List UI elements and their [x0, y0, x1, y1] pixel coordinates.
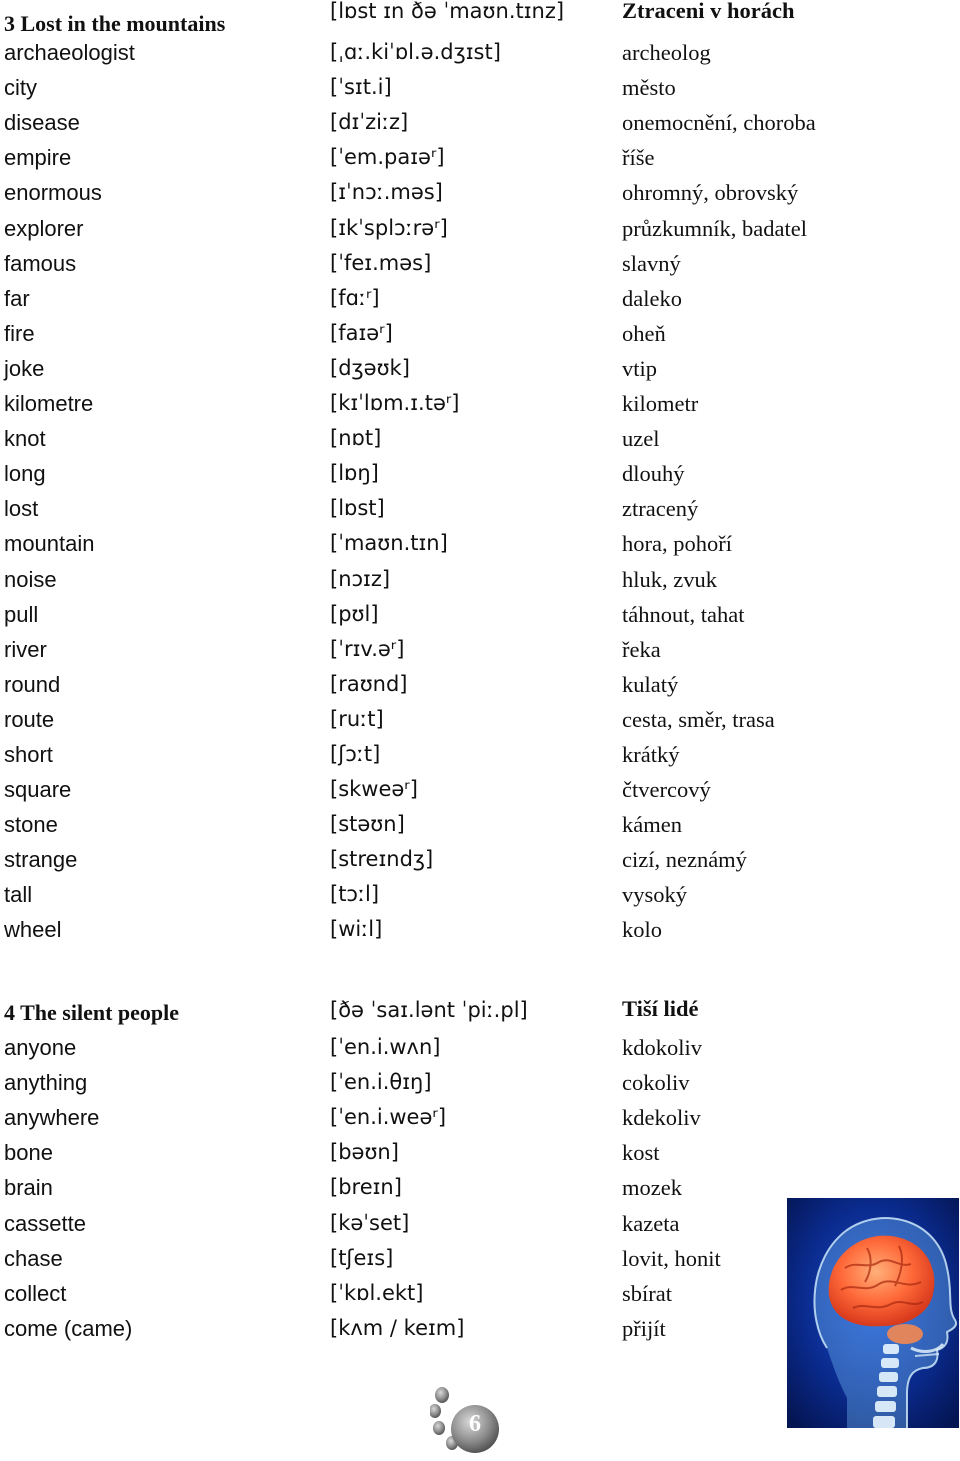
vocab-english: enormous	[4, 180, 102, 206]
vocab-english: lost	[4, 496, 39, 522]
vocab-english: pull	[4, 601, 39, 627]
section-title-czech: Ztraceni v horách	[622, 0, 795, 23]
vocab-row	[0, 281, 960, 316]
section-title-czech: Tiší lidé	[622, 996, 699, 1021]
vocab-pronunciation: [dʒəʊk]	[330, 355, 410, 380]
vocab-row	[0, 175, 960, 210]
vocab-czech: kulatý	[622, 671, 679, 697]
vocab-pronunciation: [ˈrɪv.əʳ]	[330, 636, 405, 661]
vocab-english: river	[4, 636, 47, 662]
vocab-czech: cokoliv	[622, 1070, 690, 1096]
vocab-czech: vysoký	[622, 882, 688, 908]
vocab-czech: ztracený	[622, 496, 699, 522]
vocab-row	[0, 842, 960, 877]
vocab-czech: přijít	[622, 1315, 666, 1341]
vocab-czech: hluk, zvuk	[622, 566, 717, 592]
vocab-english: city	[4, 75, 37, 101]
vocab-english: route	[4, 706, 55, 732]
vocab-pronunciation: [ɪˈnɔː.məs]	[330, 180, 443, 205]
vocab-english: stone	[4, 812, 58, 838]
page-number: 6	[469, 1411, 481, 1437]
vocab-pronunciation: [tɔːl]	[330, 882, 380, 907]
vocab-pronunciation: [nɒt]	[330, 426, 382, 451]
vocab-czech: daleko	[622, 285, 682, 311]
vocab-row	[0, 807, 960, 842]
vocab-english: wheel	[4, 917, 62, 943]
vocab-pronunciation: [bəʊn]	[330, 1140, 399, 1165]
vocab-czech: kilometr	[622, 391, 699, 417]
vocab-pronunciation: [ʃɔːt]	[330, 741, 381, 766]
vocab-czech: uzel	[622, 426, 660, 452]
vocab-pronunciation: [nɔɪz]	[330, 566, 391, 591]
vocabulary-list	[0, 35, 960, 947]
vocab-english: chase	[4, 1245, 63, 1271]
vocab-english: brain	[4, 1175, 53, 1201]
vocab-pronunciation: [ˈsɪt.i]	[330, 75, 392, 100]
vocab-row	[0, 316, 960, 351]
vocab-pronunciation: [ˌɑː.kiˈɒl.ə.dʒɪst]	[330, 40, 501, 65]
vocab-english: strange	[4, 847, 78, 873]
vocab-pronunciation: [ˈmaʊn.tɪn]	[330, 531, 448, 556]
vocab-english: fire	[4, 320, 35, 346]
vocab-pronunciation: [dɪˈziːz]	[330, 110, 409, 135]
vocab-pronunciation: [streɪndʒ]	[330, 847, 434, 872]
vocab-czech: cesta, směr, trasa	[622, 706, 775, 732]
vocab-english: kilometre	[4, 391, 94, 417]
vocab-row	[0, 667, 960, 702]
vocab-english: mountain	[4, 531, 95, 557]
vocab-pronunciation: [kɪˈlɒm.ɪ.təʳ]	[330, 391, 460, 416]
vocab-czech: krátký	[622, 741, 680, 767]
vocab-pronunciation: [ˈem.paɪəʳ]	[330, 145, 445, 170]
vocab-czech: mozek	[622, 1175, 682, 1201]
vocab-english: archaeologist	[4, 40, 135, 66]
vocab-english: collect	[4, 1280, 67, 1306]
vocab-czech: oheň	[622, 320, 666, 346]
vocab-pronunciation: [faɪəʳ]	[330, 320, 393, 345]
vocab-english: joke	[4, 355, 45, 381]
vocab-czech: ohromný, obrovský	[622, 180, 799, 206]
section-title: 3 Lost in the mountains	[4, 11, 226, 36]
vocab-row	[0, 737, 960, 772]
section-title-ipa: [lɒst ɪn ðə ˈmaʊn.tɪnz]	[330, 0, 565, 23]
vocab-czech: sbírat	[622, 1280, 672, 1306]
vocab-row	[0, 140, 960, 175]
vocab-pronunciation: [raʊnd]	[330, 671, 408, 696]
vocab-row	[0, 246, 960, 281]
vocab-czech: kolo	[622, 917, 663, 943]
vocab-english: tall	[4, 882, 33, 908]
vocab-pronunciation: [lɒst]	[330, 496, 385, 521]
vocab-english: famous	[4, 250, 77, 276]
vocab-english: square	[4, 777, 72, 803]
vocab-english: anything	[4, 1070, 88, 1096]
vocab-pronunciation: [skweəʳ]	[330, 777, 418, 802]
section-title: 4 The silent people	[4, 1000, 180, 1025]
vocab-czech: kazeta	[622, 1210, 680, 1236]
vocab-pronunciation: [tʃeɪs]	[330, 1245, 394, 1270]
section-title-ipa: [ðə ˈsaɪ.lənt ˈpiː.pl]	[330, 998, 528, 1022]
vocab-english: cassette	[4, 1210, 86, 1236]
vocab-czech: hora, pohoří	[622, 531, 732, 557]
vocab-row	[0, 351, 960, 386]
vocab-pronunciation: [ˈkɒl.ekt]	[330, 1280, 424, 1305]
vocab-row	[0, 632, 960, 667]
vocab-row	[0, 526, 960, 561]
vocab-row	[0, 1100, 960, 1135]
vocab-row	[0, 772, 960, 807]
vocab-english: disease	[4, 110, 80, 136]
vocab-czech: kdokoliv	[622, 1035, 703, 1061]
vocab-czech: kost	[622, 1140, 660, 1166]
vocab-row	[0, 1065, 960, 1100]
vocab-czech: říše	[622, 145, 655, 171]
vocab-row	[0, 386, 960, 421]
brain-xray-image	[787, 1198, 959, 1428]
vocab-row	[0, 877, 960, 912]
vocab-pronunciation: [ˈen.i.weəʳ]	[330, 1105, 447, 1130]
vocab-english: far	[4, 285, 30, 311]
vocab-czech: archeolog	[622, 40, 711, 66]
vocab-english: anyone	[4, 1035, 77, 1061]
vocab-pronunciation: [ˈen.i.θɪŋ]	[330, 1070, 432, 1095]
vocab-row	[0, 702, 960, 737]
vocab-pronunciation: [ˈen.i.wʌn]	[330, 1035, 441, 1060]
vocab-english: noise	[4, 566, 57, 592]
vocab-english: empire	[4, 145, 72, 171]
vocab-row	[0, 1135, 960, 1170]
vocab-pronunciation: [ˈfeɪ.məs]	[330, 250, 432, 275]
vocab-row	[0, 456, 960, 491]
section-heading-row	[0, 995, 960, 1030]
vocab-row	[0, 597, 960, 632]
vocab-pronunciation: [kəˈset]	[330, 1210, 410, 1235]
vocab-czech: cizí, neznámý	[622, 847, 747, 873]
vocab-english: knot	[4, 426, 46, 452]
vocab-czech: město	[622, 75, 676, 101]
vocab-row	[0, 491, 960, 526]
vocab-row	[0, 421, 960, 456]
vocab-english: bone	[4, 1140, 53, 1166]
vocab-english: long	[4, 461, 46, 487]
vocab-czech: onemocnění, choroba	[622, 110, 816, 136]
vocab-czech: dlouhý	[622, 461, 685, 487]
vocab-czech: průzkumník, badatel	[622, 215, 807, 241]
vocab-english: come (came)	[4, 1315, 133, 1341]
vocab-pronunciation: [stəʊn]	[330, 812, 405, 837]
vocab-czech: čtvercový	[622, 777, 711, 803]
vocab-english: round	[4, 671, 61, 697]
vocab-czech: vtip	[622, 355, 658, 381]
vocab-czech: řeka	[622, 636, 661, 662]
vocab-pronunciation: [ruːt]	[330, 706, 384, 731]
vocab-czech: slavný	[622, 250, 681, 276]
vocab-row	[0, 562, 960, 597]
vocab-row	[0, 912, 960, 947]
vocab-czech: kámen	[622, 812, 682, 838]
vocab-pronunciation: [ɪkˈsplɔːrəʳ]	[330, 215, 448, 240]
vocab-row	[0, 70, 960, 105]
vocab-row	[0, 211, 960, 246]
vocab-czech: táhnout, tahat	[622, 601, 745, 627]
vocab-english: anywhere	[4, 1105, 100, 1131]
section-heading-row	[0, 0, 960, 35]
vocab-row	[0, 35, 960, 70]
vocab-pronunciation: [wiːl]	[330, 917, 383, 942]
vocab-row	[0, 1030, 960, 1065]
vocab-pronunciation: [breɪn]	[330, 1175, 402, 1200]
vocab-czech: lovit, honit	[622, 1245, 721, 1271]
vocab-pronunciation: [pʊl]	[330, 601, 379, 626]
vocab-pronunciation: [kʌm / keɪm]	[330, 1315, 465, 1340]
vocab-pronunciation: [fɑːʳ]	[330, 285, 380, 310]
vocab-english: explorer	[4, 215, 84, 241]
vocab-row	[0, 105, 960, 140]
vocab-english: short	[4, 741, 53, 767]
vocab-czech: kdekoliv	[622, 1105, 701, 1131]
vocab-pronunciation: [lɒŋ]	[330, 461, 379, 486]
